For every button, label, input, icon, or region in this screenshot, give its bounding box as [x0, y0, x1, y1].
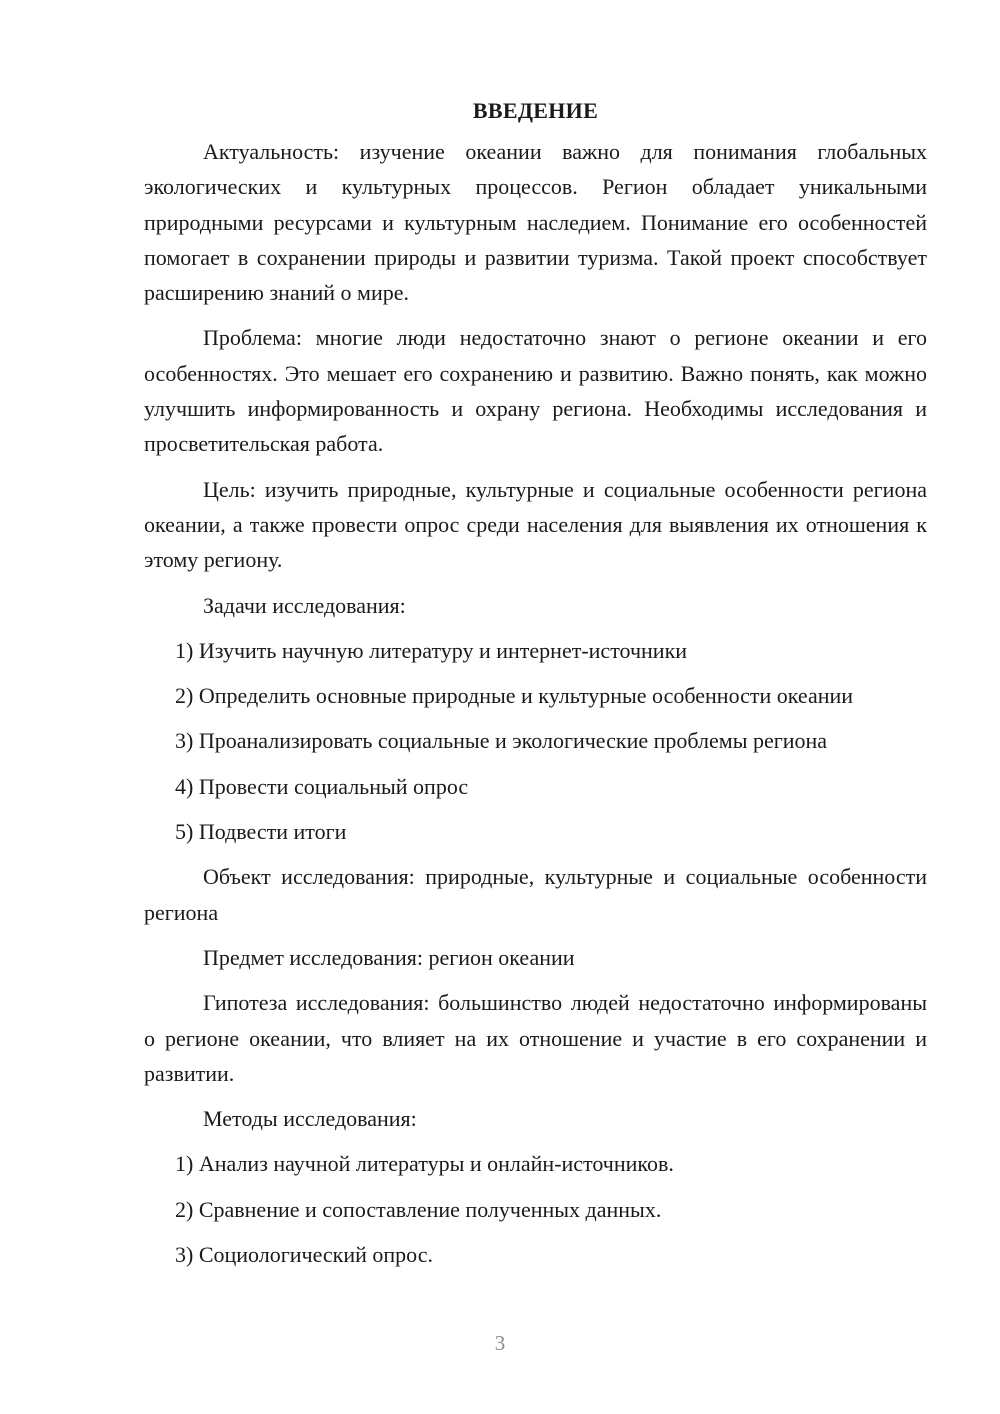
hypothesis-paragraph: Гипотеза исследования: большинство людей недостаточно информированы о регионе океании, что влияет на их отношение и участие в его сохранении и развитии. [144, 990, 927, 1086]
actuality-paragraph: Актуальность: изучение океании важно для понимания глобальных экологических и культурных процессов. Регион обладает уникальными природными ресурсами и культурным наследием. Понимание его особенностей помогает в сохранении природы и развитии туризма. Такой проект способствует расширению знаний о мире. [144, 139, 927, 306]
object-paragraph: Объект исследования: природные, культурные и социальные особенности региона [144, 864, 927, 925]
method-item: 1) Анализ научной литературы и онлайн-источников. [175, 1151, 674, 1177]
task-item: 4) Провести социальный опрос [175, 773, 469, 799]
method-item: 2) Сравнение и сопоставление полученных данных. [175, 1196, 662, 1222]
problem-paragraph: Проблема: многие люди недостаточно знают о регионе океании и его особенностях. Это мешает его сохранению и развитию. Важно понять, как можно улучшить информированность и охрану региона. Необходимы исследования и просветительская работа. [144, 325, 927, 457]
page-number: 3 [494, 1331, 506, 1355]
task-item: 1) Изучить научную литературу и интернет-источники [175, 637, 688, 663]
document-page [144, 93, 927, 1282]
task-item: 5) Подвести итоги [175, 819, 347, 845]
methods-heading: Методы исследования: [203, 1106, 417, 1132]
subject-paragraph: Предмет исследования: регион океании [203, 944, 575, 970]
goal-paragraph: Цель: изучить природные, культурные и социальные особенности региона океании, а также провести опрос среди населения для выявления их отношения к этому региону. [144, 476, 927, 573]
task-item: 2) Определить основные природные и культурные особенности океании [175, 683, 854, 709]
method-item: 3) Социологический опрос. [175, 1242, 433, 1268]
section-title: ВВЕДЕНИЕ [472, 98, 599, 123]
task-item: 3) Проанализировать социальные и экологические проблемы региона [175, 728, 828, 754]
tasks-heading: Задачи исследования: [203, 592, 406, 618]
